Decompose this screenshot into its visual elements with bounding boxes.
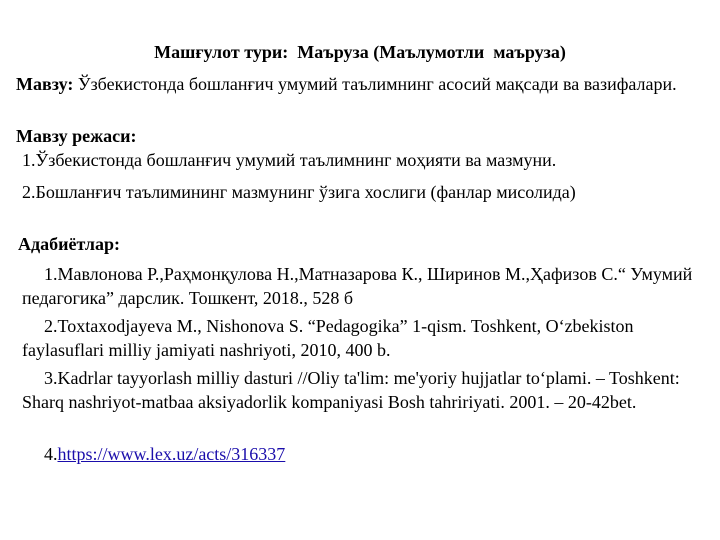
reference-2-text: 2.Toxtaxodjayeva M., Nishonova S. “Pedagogika” 1-qism. Toshkent, O‘zbekiston faylasuflari milliy jamiyati nashriyoti, 2010, 400 b. [22,316,634,360]
plan-item-2: 2.Бошланғич таълимининг мазмунинг ўзига хослиги (фанлар мисолида) [22,182,576,202]
reference-4-prefix: 4. [44,444,58,464]
reference-2 [22,314,708,362]
reference-3 [22,366,708,414]
lesson-type-title: Машғулот тури: Маъруза (Маълумотли маъруза) [154,42,566,62]
topic-text: Ўзбекистонда бошланғич умумий таълимнинг асосий мақсади ва вазифалари. [73,74,677,94]
plan-item-1: 1.Ўзбекистонда бошланғич умумий таълимнинг моҳияти ва мазмуни. [22,150,557,170]
reference-4-link[interactable]: https://www.lex.uz/acts/316337 [57,444,286,464]
reference-1 [22,262,708,310]
reference-1-text: 1.Мавлонова Р.,Раҳмонқулова Н.,Матназарова К., Ширинов М.,Ҳафизов С.“ Умумий педагогика” дарслик. Тошкент, 2018., 528 б [22,264,693,308]
reference-3-text: 3.Kadrlar tayyorlash milliy dasturi //Oliy ta'lim: me'yoriy hujjatlar to‘plami. – Toshkent: Sharq nashriyot-matbaa aksiyadorlik kompaniyasi Bosh tahririyati. 2001. – 20-42bet. [22,368,680,412]
reference-4 [22,442,708,466]
literature-label: Адабиётлар: [18,234,120,254]
plan-label: Мавзу режаси: [16,126,137,146]
topic-label: Мавзу: [16,74,74,94]
topic-paragraph [16,72,696,96]
